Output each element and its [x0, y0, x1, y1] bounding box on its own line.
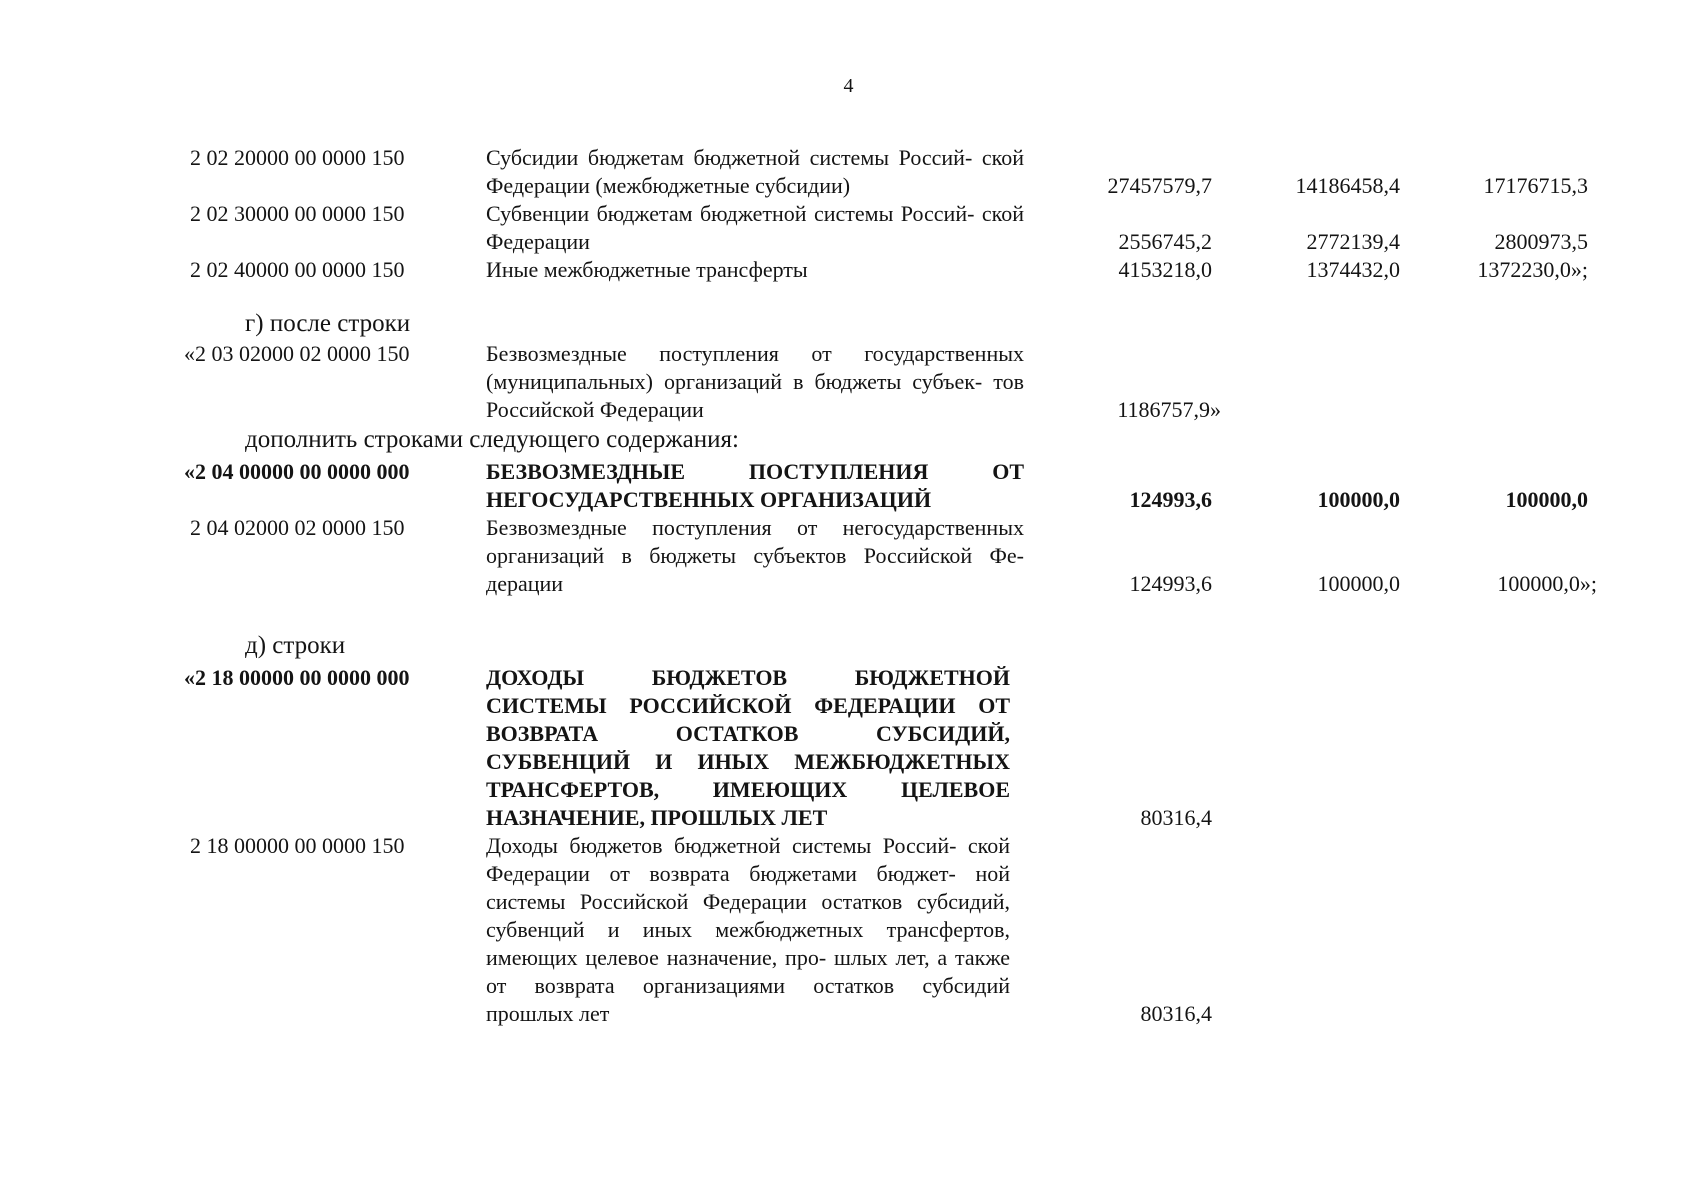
table-row-value-3: 100000,0»; — [1497, 571, 1597, 596]
table-row-code: «2 04 00000 00 0000 000 — [184, 459, 410, 484]
table-row-description: БЕЗВОЗМЕЗДНЫЕ ПОСТУПЛЕНИЯ ОТ НЕГОСУДАРСТВЕННЫХ ОРГАНИЗАЦИЙ — [486, 459, 1024, 512]
table-row-code: 2 02 30000 00 0000 150 — [190, 201, 405, 226]
table-row-value-2: 1374432,0 — [1306, 257, 1400, 282]
table-row-description: Безвозмездные поступления от государственных (муниципальных) организаций в бюджеты субъек- тов Российской Федерации — [486, 341, 1024, 422]
table-row-value-1: 4153218,0 — [1118, 257, 1212, 282]
page-number: 4 — [843, 75, 854, 97]
table-row-code: 2 02 20000 00 0000 150 — [190, 145, 405, 170]
table-row-value-1: 124993,6 — [1129, 487, 1212, 512]
table-row-value-3: 100000,0 — [1505, 487, 1588, 512]
table-row-value-2: 14186458,4 — [1295, 173, 1400, 198]
table-row-code: 2 18 00000 00 0000 150 — [190, 833, 405, 858]
table-row-value-2: 2772139,4 — [1306, 229, 1400, 254]
table-row-code: «2 03 02000 02 0000 150 — [184, 341, 410, 366]
table-row-value-2: 100000,0 — [1317, 487, 1400, 512]
table-row-code: «2 18 00000 00 0000 000 — [184, 665, 410, 690]
table-row-description: ДОХОДЫ БЮДЖЕТОВ БЮДЖЕТНОЙ СИСТЕМЫ РОССИЙСКОЙ ФЕДЕРАЦИИ ОТ ВОЗВРАТА ОСТАТКОВ СУБСИДИЙ, СУБВЕНЦИЙ И ИНЫХ МЕЖБЮДЖЕТНЫХ ТРАНСФЕРТОВ, ИМЕЮЩИХ ЦЕЛЕВОЕ НАЗНАЧЕНИЕ, ПРОШЛЫХ ЛЕТ — [486, 665, 1010, 830]
table-row-code: 2 04 02000 02 0000 150 — [190, 515, 405, 540]
table-row-description: Доходы бюджетов бюджетной системы Россий- ской Федерации от возврата бюджетами бюджет- ной системы Российской Федерации остатков субсидий, субвенций и иных межбюджетных трансфертов, имеющих целевое назначение, про- шлых лет, а также от возврата организациями остатков субсидий прошлых лет — [486, 833, 1011, 1026]
section-d-intro: д) строки — [245, 632, 346, 659]
table-row-description: Субвенции бюджетам бюджетной системы Россий- ской Федерации — [486, 201, 1024, 254]
table-row-description: Субсидии бюджетам бюджетной системы Россий- ской Федерации (межбюджетные субсидии) — [486, 145, 1025, 198]
table-row-value-1: 124993,6 — [1129, 571, 1212, 596]
table-row-value-1: 1186757,9» — [1117, 397, 1221, 422]
table-row-code: 2 02 40000 00 0000 150 — [190, 257, 405, 282]
table-row-description: Безвозмездные поступления от негосударственных организаций в бюджеты субъектов Российской Фе- дерации — [486, 515, 1024, 596]
section-g-intro: г) после строки — [245, 310, 411, 337]
table-row-value-3: 1372230,0»; — [1477, 257, 1588, 282]
table-row-value-3: 17176715,3 — [1483, 173, 1588, 198]
table-row-value-3: 2800973,5 — [1494, 229, 1588, 254]
table-row-value-1: 27457579,7 — [1107, 173, 1212, 198]
table-row-value-1: 80316,4 — [1140, 805, 1212, 830]
table-row-value-1: 2556745,2 — [1118, 229, 1212, 254]
table-row-value-2: 100000,0 — [1317, 571, 1400, 596]
table-row-description: Иные межбюджетные трансферты — [486, 257, 808, 282]
add-rows-intro: дополнить строками следующего содержания: — [245, 426, 739, 453]
table-row-value-1: 80316,4 — [1140, 1001, 1212, 1026]
